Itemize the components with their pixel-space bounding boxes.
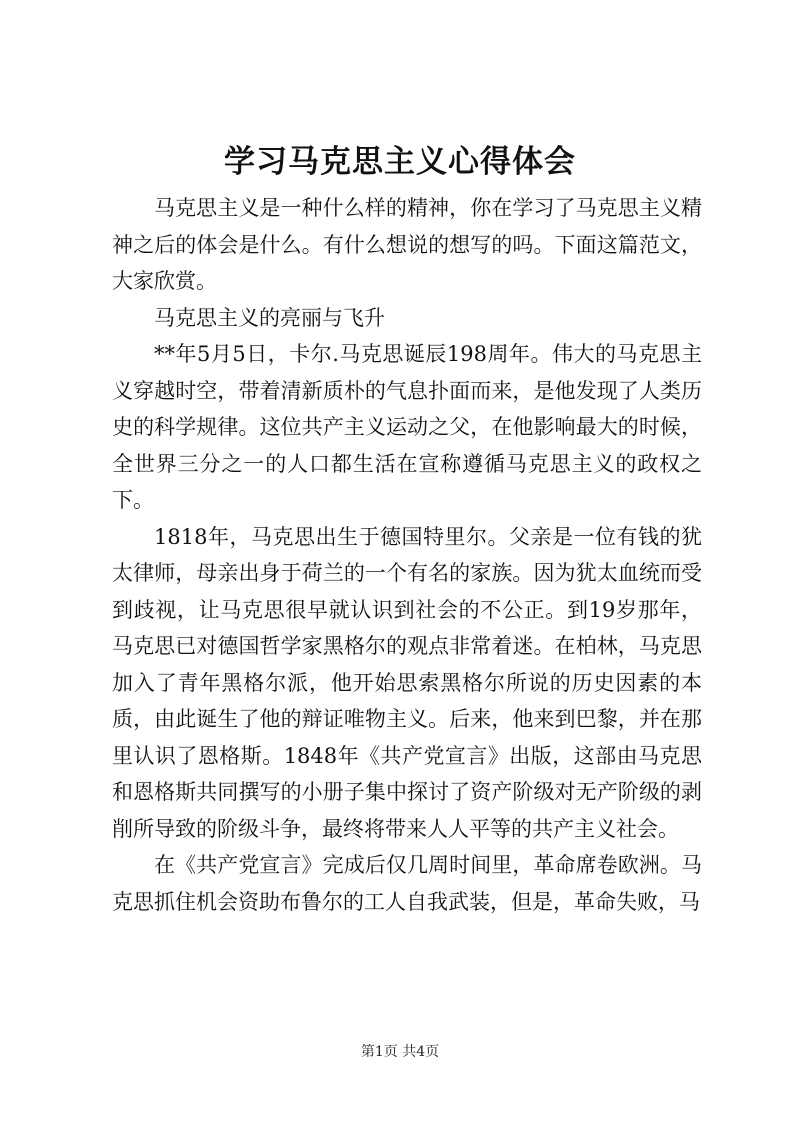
body-paragraph: 1818年，马克思出生于德国特里尔。父亲是一位有钱的犹太律师，母亲出身于荷兰的一个有名的家族。因为犹太血统而受到歧视，让马克思很早就认识到社会的不公正。到19岁那年，马克思已对德国哲学家黑格尔的观点非常着迷。在柏林，马克思加入了青年黑格尔派，他开始思索黑格尔所说的历史因素的本质，由此诞生了他的辩证唯物主义。后来，他来到巴黎，并在那里认识了恩格斯。1848年《共产党宣言》出版，这部由马克思和恩格斯共同撰写的小册子集中探讨了资产阶级对无产阶级的剥削所导致的阶级斗争，最终将带来人人平等的共产主义社会。 bbox=[112, 524, 702, 841]
document-title: 学习马克思主义心得体会 bbox=[224, 144, 576, 180]
body-paragraph: 在《共产党宣言》完成后仅几周时间里，革命席卷欧洲。马克思抓住机会资助布鲁尔的工人自我武装，但是，革命失败，马 bbox=[112, 853, 702, 914]
section-heading: 马克思主义的亮丽与飞升 bbox=[154, 305, 385, 330]
body-paragraph: **年5月5日，卡尔.马克思诞辰198周年。伟大的马克思主义穿越时空，带着清新质朴的气息扑面而来，是他发现了人类历史的科学规律。这位共产主义运动之父，在他影响最大的时候，全世界三分之一的人口都生活在宣称遵循马克思主义的政权之下。 bbox=[112, 342, 702, 512]
page-number-footer: 第1页 共4页 bbox=[360, 1044, 440, 1060]
intro-paragraph: 马克思主义是一种什么样的精神，你在学习了马克思主义精神之后的体会是什么。有什么想说的想写的吗。下面这篇范文，大家欣赏。 bbox=[112, 196, 702, 293]
document-body bbox=[112, 190, 702, 920]
